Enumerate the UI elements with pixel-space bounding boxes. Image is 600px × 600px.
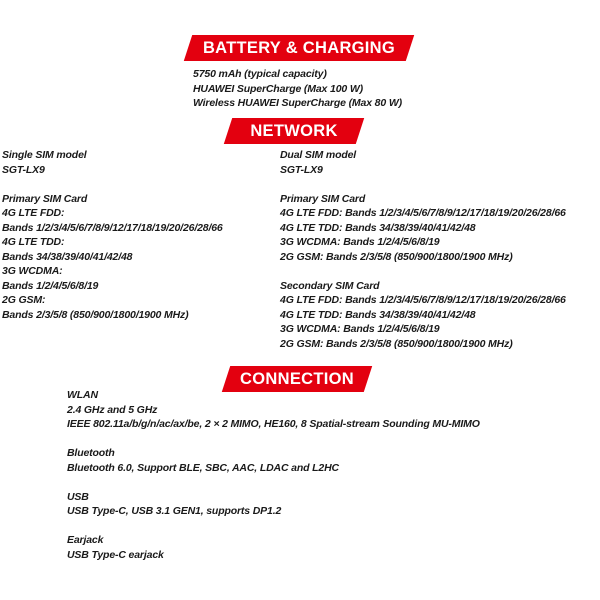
bluetooth-details: Bluetooth 6.0, Support BLE, SBC, AAC, LDAC and L2HC <box>67 461 339 474</box>
connection-details <box>67 388 480 562</box>
dual-primary-sim-label: Primary SIM Card <box>280 192 366 205</box>
dual-secondary-sim-label: Secondary SIM Card <box>280 279 380 292</box>
usb-label: USB <box>67 490 89 503</box>
wlan-label: WLAN <box>67 389 98 401</box>
single-gsm-bands: Bands 2/3/5/8 (850/900/1800/1900 MHz) <box>2 308 189 321</box>
dual-sim-column <box>280 148 566 351</box>
wlan-standards: IEEE 802.11a/b/g/n/ac/ax/be, 2 × 2 MIMO, HE160, 8 Spatial-stream Sounding MU-MIMO <box>67 418 480 430</box>
connection-section-title: CONNECTION <box>240 369 354 388</box>
wireless-charging: Wireless HUAWEI SuperCharge (Max 80 W) <box>193 97 402 109</box>
dual-primary-wcdma: 3G WCDMA: Bands 1/2/4/5/6/8/19 <box>280 236 440 248</box>
single-lte-fdd-label: 4G LTE FDD: <box>2 207 65 219</box>
single-sim-model: SGT-LX9 <box>2 163 45 176</box>
dual-sim-model-label: Dual SIM model <box>280 149 357 161</box>
dual-secondary-lte-fdd: 4G LTE FDD: Bands 1/2/3/4/5/6/7/8/9/12/17/18/19/20/26/28/66 <box>280 294 566 306</box>
dual-primary-lte-fdd: 4G LTE FDD: Bands 1/2/3/4/5/6/7/8/9/12/17/18/19/20/26/28/66 <box>280 207 566 219</box>
wlan-bands: 2.4 GHz and 5 GHz <box>67 403 158 416</box>
network-section-title: NETWORK <box>250 121 338 140</box>
single-wcdma-label: 3G WCDMA: <box>2 265 63 277</box>
single-sim-model-label: Single SIM model <box>2 149 87 161</box>
single-lte-fdd-bands: Bands 1/2/3/4/5/6/7/8/9/12/17/18/19/20/26/28/66 <box>2 221 223 234</box>
battery-section-banner <box>188 35 410 61</box>
earjack-label: Earjack <box>67 534 104 546</box>
earjack-details: USB Type-C earjack <box>67 548 164 561</box>
dual-primary-lte-tdd: 4G LTE TDD: Bands 34/38/39/40/41/42/48 <box>280 221 476 234</box>
dual-secondary-gsm: 2G GSM: Bands 2/3/5/8 (850/900/1800/1900 MHz) <box>280 337 513 350</box>
network-section-banner <box>228 118 360 144</box>
battery-capacity: 5750 mAh (typical capacity) <box>193 68 327 80</box>
bluetooth-label: Bluetooth <box>67 447 115 459</box>
battery-section-title: BATTERY & CHARGING <box>202 38 396 57</box>
single-lte-tdd-label: 4G LTE TDD: <box>2 236 65 248</box>
dual-primary-gsm: 2G GSM: Bands 2/3/5/8 (850/900/1800/1900 MHz) <box>280 250 513 263</box>
usb-details: USB Type-C, USB 3.1 GEN1, supports DP1.2 <box>67 505 282 517</box>
dual-sim-model: SGT-LX9 <box>280 163 323 176</box>
battery-details <box>193 67 402 111</box>
single-sim-column <box>2 148 223 322</box>
single-lte-tdd-bands: Bands 34/38/39/40/41/42/48 <box>2 250 133 263</box>
dual-secondary-lte-tdd: 4G LTE TDD: Bands 34/38/39/40/41/42/48 <box>280 308 476 321</box>
single-gsm-label: 2G GSM: <box>2 294 46 306</box>
single-wcdma-bands: Bands 1/2/4/5/6/8/19 <box>2 279 99 292</box>
dual-secondary-wcdma: 3G WCDMA: Bands 1/2/4/5/6/8/19 <box>280 323 440 335</box>
single-primary-sim-label: Primary SIM Card <box>2 192 88 205</box>
wired-charging: HUAWEI SuperCharge (Max 100 W) <box>193 82 363 95</box>
